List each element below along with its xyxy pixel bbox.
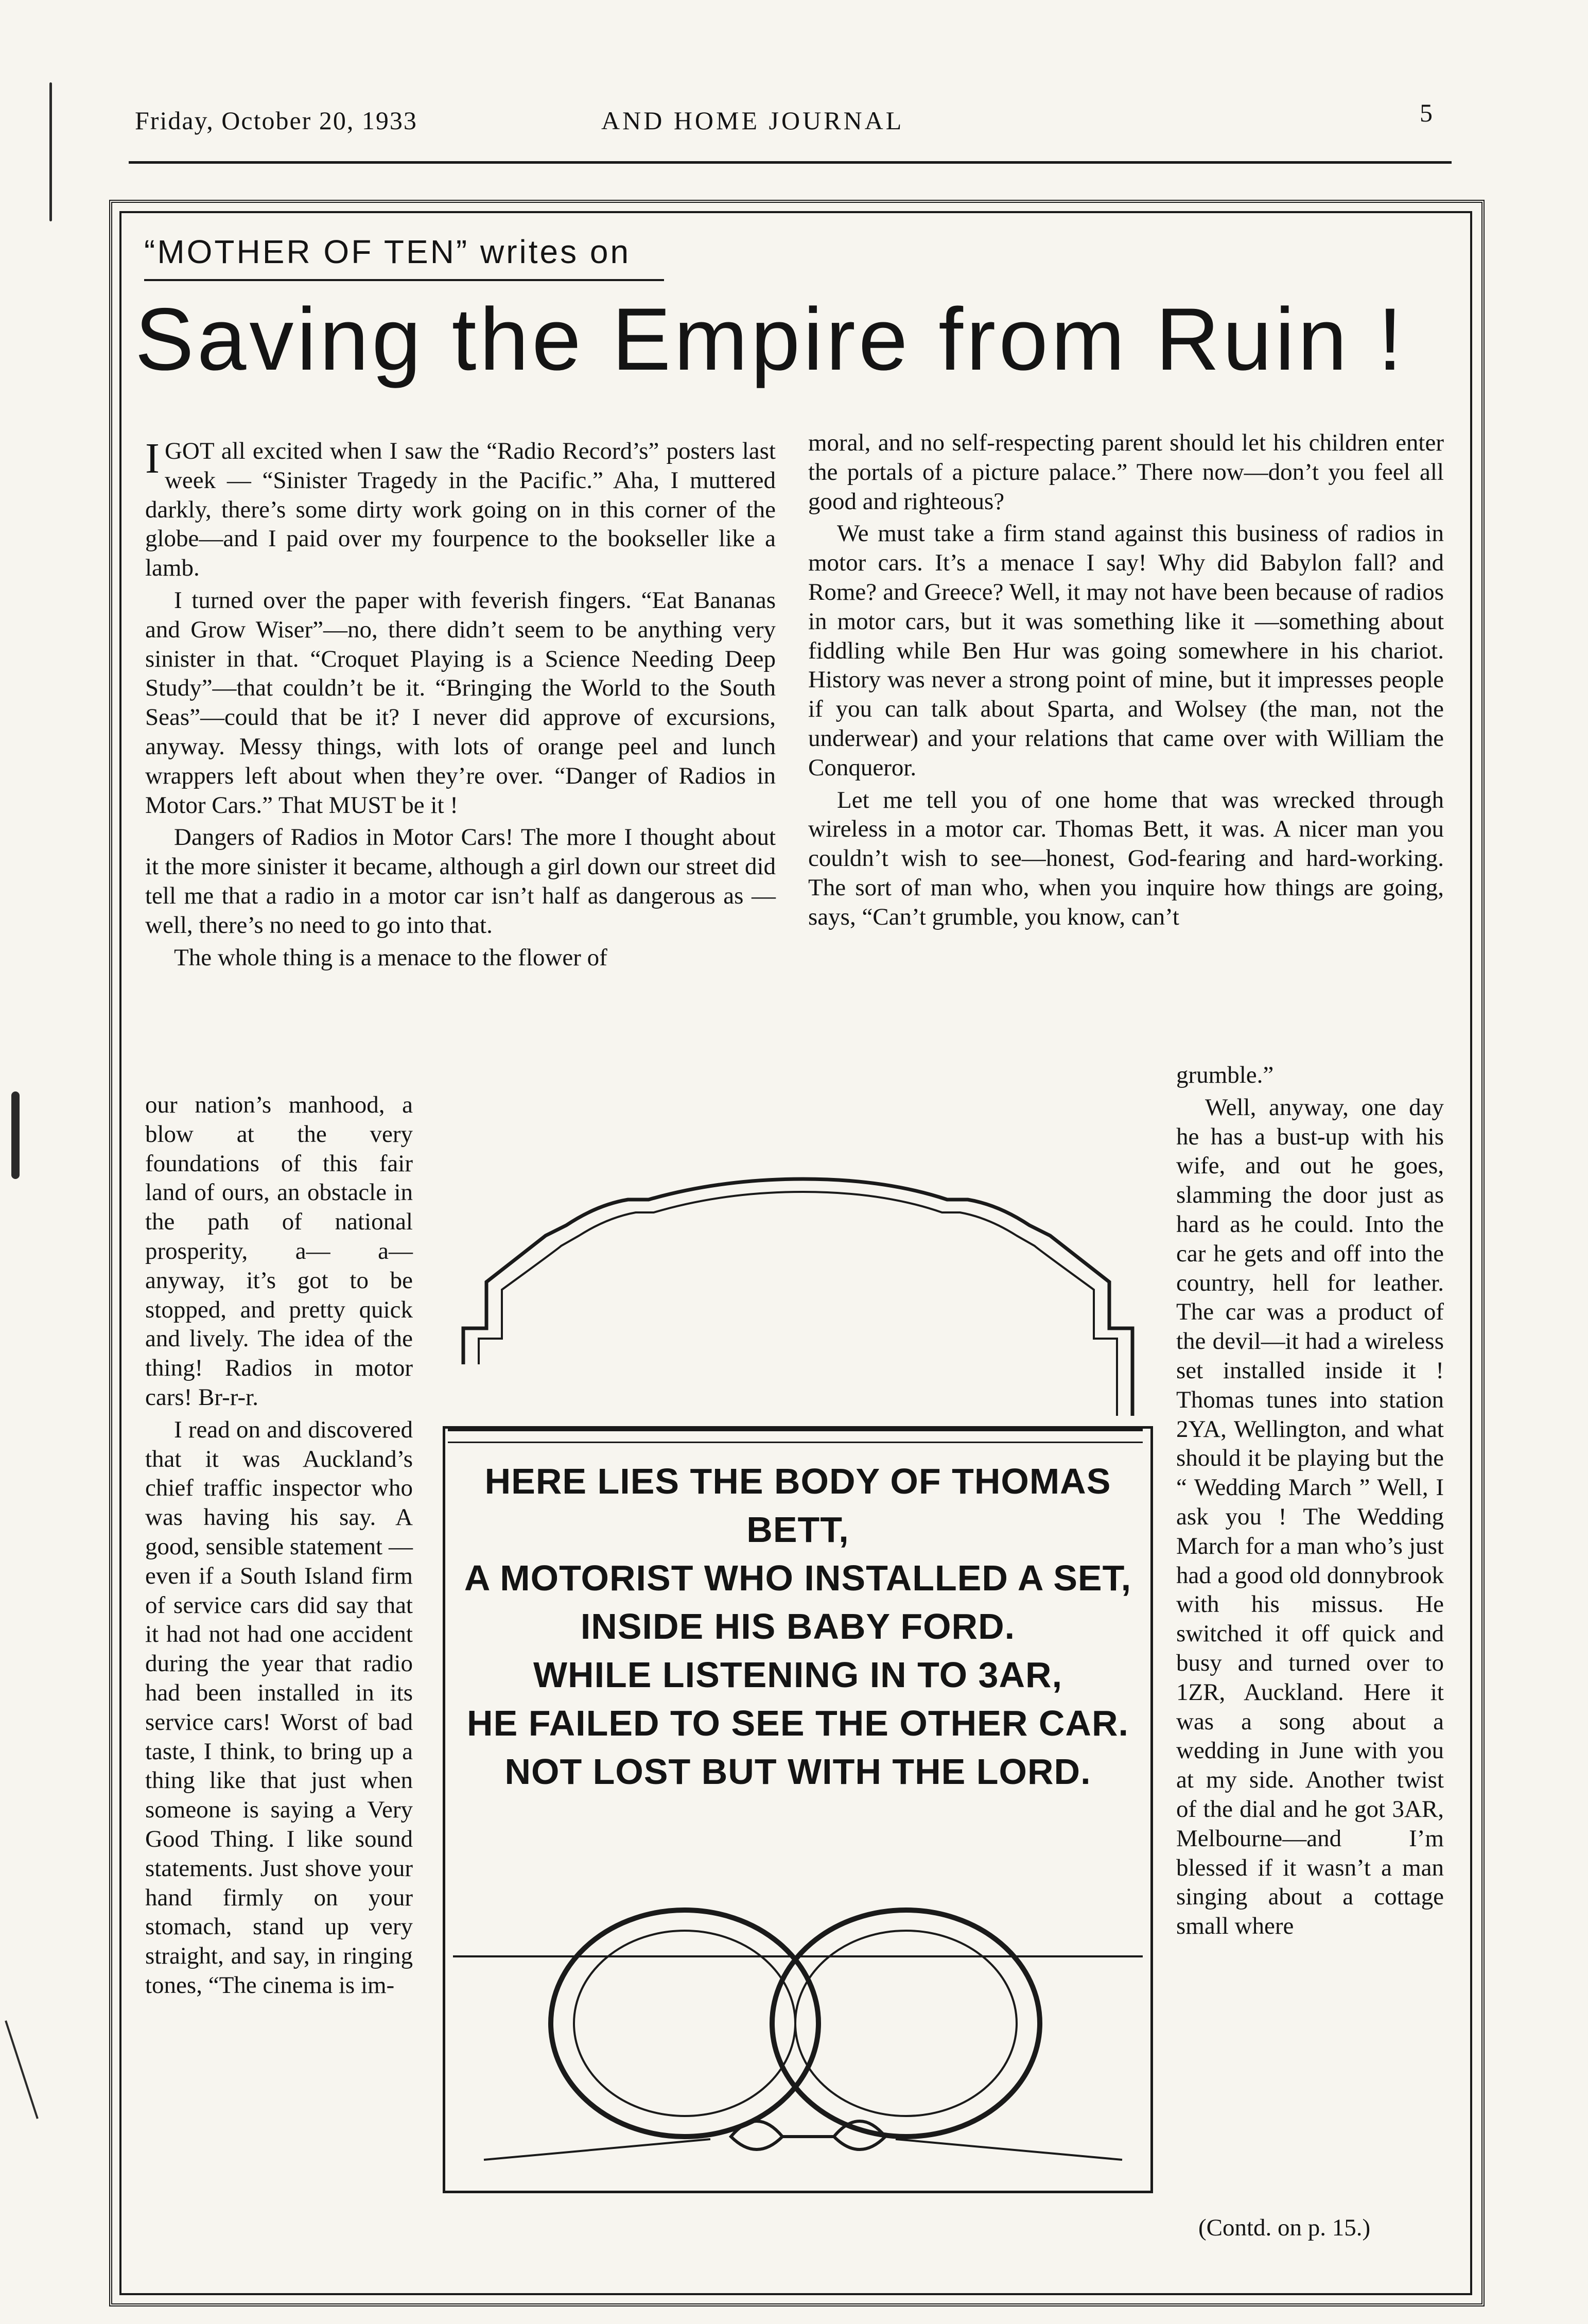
paragraph: grumble.” — [1176, 1062, 1274, 1088]
right-column — [808, 428, 1444, 935]
article-kicker: “MOTHER OF TEN” writes on — [144, 233, 631, 270]
tombstone-inner-outline — [479, 1192, 1117, 1416]
issue-date: Friday, October 20, 1933 — [135, 106, 417, 135]
epitaph-line: INSIDE HIS BABY FORD. — [580, 1606, 1016, 1646]
epitaph-line: NOT LOST BUT WITH THE LORD. — [504, 1751, 1091, 1792]
drop-cap: I — [145, 435, 160, 482]
left-column — [145, 437, 776, 975]
right-narrow-column — [1176, 1061, 1444, 1944]
paragraph: IGOT all excited when I saw the “Radio Record’s” posters last week — “Sinister Tragedy in the Pacific.” Aha, I muttered darkly, there’s some dirty work going on in this corner of the globe—and I paid over my fourpence to the bookseller like a lamb. — [145, 435, 776, 582]
paragraph: Dangers of Radios in Motor Cars! The more I thought about it the more sinister it became, although a girl down our street did tell me that a radio in a motor car isn’t half as dangerous as —well, there’s no need to go into that. — [145, 824, 776, 939]
journal-title: AND HOME JOURNAL — [601, 106, 904, 135]
paragraph: I turned over the paper with feverish fingers. “Eat Bananas and Grow Wiser”—no, there didn’t seem to be anything very sinister in that. “Croquet Playing is a Science Needing Deep Study”—that couldn’t be it. “Bringing the World to the South Seas”—could that be it? I never did approve of excursions, anyway. Messy things, with lots of orange peel and lunch wrappers left about when they’re over. “Danger of Radios in Motor Cars.” That MUST be it ! — [145, 586, 776, 819]
paragraph: Well, anyway, one day he has a bust-up with his wife, and out he goes, slamming the door just as hard as he could. Into the car he gets and off into the country, hell for leather. The car was a product of the devil—it had a wireless set installed inside it ! Thomas tunes into station 2YA, Wellington, and what should it be playing but the “ Wedding March ” Well, I ask you ! The Wedding March for a man who’s just had a good old donnybrook with his missus. He switched it off quick and busy and turned over to 1ZR, Auckland. Here it was a song about a wedding in June with you at my side. Another twist of the dial and he got 3AR, Melbourne—and I’m blessed if it wasn’t a man singing about a cottage small where — [1176, 1094, 1444, 1940]
left-narrow-column — [145, 1090, 413, 2003]
paragraph: our nation’s manhood, a blow at the very foundations of this fair land of ours, an obstacle in the path of national prosperity, a— a— anyway, it’s got to be stopped, and pretty quick and lively. The idea of the thing! Radios in motor cars! Br-r-r. — [145, 1091, 413, 1411]
epitaph-top-rule — [448, 1429, 1143, 1431]
kicker-underline — [144, 279, 664, 281]
paragraph: I read on and discovered that it was Auckland’s chief traffic inspector who was having his say. A good, sensible statement —even if a South Island firm of service cars did say that it had not had one accident during the year that radio had been installed in its service cars! Worst of bad taste, I think, to bring up a thing like that just when someone is saying a Very Good Thing. I like sound statements. Just shove your hand firmly on your stomach, stand up very straight, and say, in ringing tones, “The cinema is im- — [145, 1416, 413, 1999]
paragraph: We must take a firm stand against this business of radios in motor cars. It’s a menace I say! Why did Babylon fall? and Rome? and Greece? Well, it may not have been because of radios in motor cars, but it was something like it —something about fiddling while Ben Hur was going somewhere in his chariot. History was never a strong point of mine, but it impresses people if you can talk about Sparta, and Wolsey (the man, not the underwear) and your relations that came over with William the Conqueror. — [808, 520, 1444, 781]
paragraph: The whole thing is a menace to the flower of — [174, 944, 607, 971]
header-rule — [129, 161, 1452, 164]
margin-mark — [5, 2020, 39, 2119]
paragraph: moral, and no self-respecting parent should let his children enter the portals of a picture palace.” There now—don’t you feel all good and righteous? — [808, 429, 1444, 515]
epitaph-line: WHILE LISTENING IN TO 3AR, — [533, 1655, 1063, 1695]
page-number: 5 — [1420, 98, 1434, 127]
margin-mark — [49, 82, 52, 221]
epitaph-line: HERE LIES THE BODY OF THOMAS BETT, — [484, 1461, 1111, 1550]
epitaph-line: HE FAILED TO SEE THE OTHER CAR. — [467, 1703, 1129, 1743]
article-headline: Saving the Empire from Ruin ! — [135, 290, 1406, 389]
epitaph-top-rule-thin — [448, 1442, 1143, 1443]
epitaph-text — [448, 1457, 1148, 1796]
paragraph: Let me tell you of one home that was wrecked through wireless in a motor car. Thomas Bett, it was. A nicer man you couldn’t wish to see—honest, God-fearing and hard-working. The sort of man who, when you inquire how things are going, says, “Can’t grumble, you know, can’t — [808, 786, 1444, 930]
tombstone-outline — [463, 1179, 1132, 1416]
margin-mark — [11, 1091, 20, 1179]
epitaph-line: A MOTORIST WHO INSTALLED A SET, — [464, 1558, 1132, 1598]
continued-note: (Contd. on p. 15.) — [1198, 2214, 1371, 2241]
